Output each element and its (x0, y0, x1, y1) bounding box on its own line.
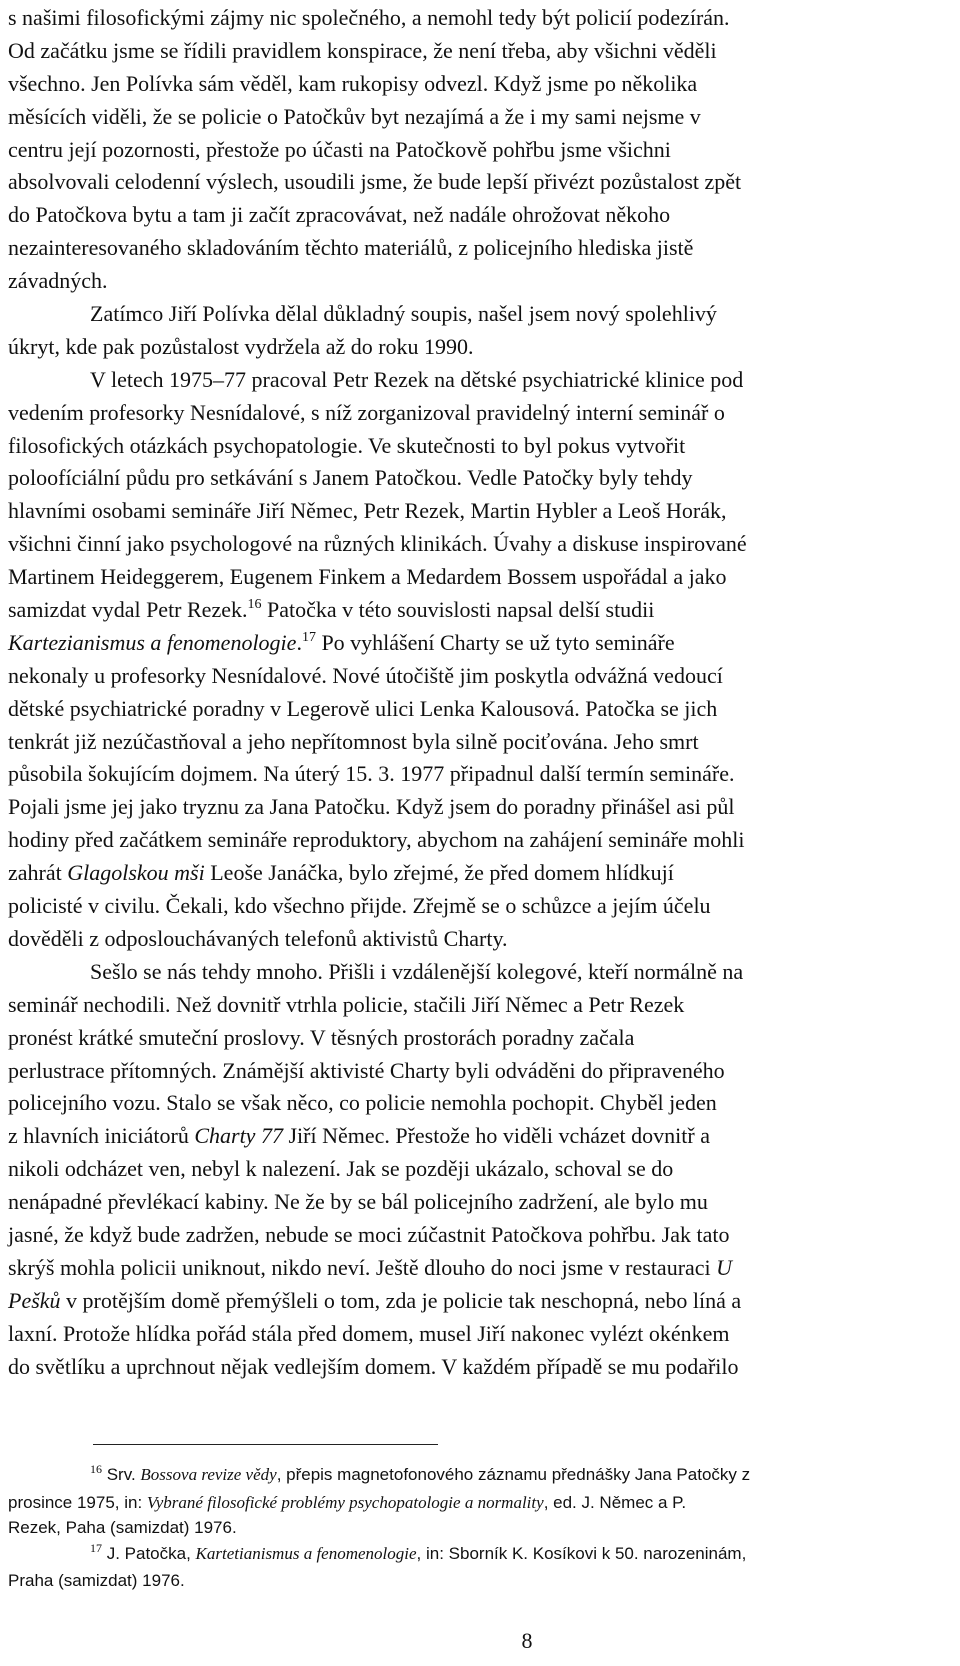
text-line: tenkrát již nezúčastňoval a jeho nepřítomnost byla silně pociťována. Jeho smrt (8, 728, 699, 754)
footnote-text: prosince 1975, in: (8, 1492, 147, 1512)
text-segment: Patočka v této souvislosti napsal delší studii (261, 597, 655, 623)
footnote-title: Bossova revize vědy (140, 1465, 277, 1484)
text-line: centru její pozornosti, přestože po účasti na Patočkově pohřbu jsme všichni (8, 136, 671, 162)
text-line: Sešlo se nás tehdy mnoho. Přišli i vzdálenější kolegové, kteří normálně na (90, 958, 744, 984)
text-line: s našimi filosofickými zájmy nic společného, a nemohl tedy být policií podezírán. (8, 5, 730, 30)
text-line: policejního vozu. Stalo se však něco, co policie nemohla pochopit. Chyběl jeden (8, 1090, 717, 1116)
footnote-ref-16[interactable]: 16 (247, 597, 262, 613)
main-text (8, 2, 954, 1383)
text-line: nezainteresovaného skladováním těchto materiálů, z policejního hlediska jistě (8, 235, 694, 261)
charter-name: Charty 77 (194, 1123, 283, 1149)
text-segment: Jiří Němec. Přestože ho viděli vcházet dovnitř a (282, 1123, 710, 1149)
footnote-16-cont (8, 1515, 954, 1541)
text-line: hlavními osobami semináře Jiří Němec, Petr Rezek, Martin Hybler a Leoš Horák, (8, 498, 727, 524)
text-line (8, 627, 954, 660)
footnote-text: , in: Sborník K. Kosíkovi k 50. narozeninám, (416, 1543, 747, 1563)
footnote-ref-17[interactable]: 17 (301, 629, 316, 645)
text-line (8, 1252, 954, 1285)
text-line: dověděli z odposlouchávaných telefonů aktivistů Charty. (8, 925, 508, 951)
text-line: všechno. Jen Polívka sám věděl, kam rukopisy odvezl. Když jsme po několika (8, 70, 698, 96)
footnote-text: , ed. J. Němec a P. (543, 1492, 687, 1512)
text-segment: Po vyhlášení Charty se už tyto semináře (315, 629, 675, 655)
book-title: Kartezianismus a fenomenologie (8, 629, 297, 655)
text-line: laxní. Protože hlídka pořád stála před domem, musel Jiří nakonec vylézt okénkem (8, 1320, 730, 1346)
text-line: Od začátku jsme se řídili pravidlem konspirace, že není třeba, aby všichni věděli (8, 37, 717, 63)
text-segment: v protějším domě přemýšleli o tom, zda je policie tak neschopná, nebo líná a (60, 1287, 742, 1313)
text-segment: . (296, 629, 302, 655)
text-line: Zatímco Jiří Polívka dělal důkladný soupis, našel jsem nový spolehlivý (90, 301, 717, 327)
footnote-title: Vybrané filosofické problémy psychopatologie a normality (146, 1492, 544, 1512)
text-segment: samizdat vydal Petr Rezek. (8, 597, 248, 623)
text-segment: skrýš mohla policii uniknout, nikdo neví. Ještě dlouho do noci jsme v restauraci (8, 1254, 717, 1280)
text-line: vedením profesorky Nesnídalové, s níž zorganizoval pravidelný interní seminář o (8, 399, 725, 425)
text-line (8, 857, 954, 890)
text-line: měsících viděli, že se policie o Patočkův byt nezajímá a že i my sami nejsme v (8, 103, 701, 129)
footnotes (8, 1462, 954, 1594)
text-segment: Leoše Janáčka, bylo zřejmé, že před domem hlídkují (204, 860, 674, 886)
text-line: seminář nechodili. Než dovnitř vtrhla policie, stačili Jiří Němec a Petr Rezek (8, 991, 685, 1017)
text-line: hodiny před začátkem semináře reproduktory, abychom na zahájení semináře mohli (8, 827, 745, 853)
footnote-text: Rezek, Paha (samizdat) 1976. (8, 1518, 237, 1537)
footnote-17-cont (8, 1568, 954, 1594)
footnote-text: Srv. (102, 1465, 141, 1484)
music-title: Glagolskou mši (67, 860, 205, 886)
text-line: úkryt, kde pak pozůstalost vydržela až do roku 1990. (8, 333, 474, 359)
footnote-number: 17 (90, 1540, 102, 1555)
text-segment: zahrát (8, 860, 68, 886)
text-line: nenápadné převlékací kabiny. Ne že by se bál policejního zadržení, ale bylo mu (8, 1189, 708, 1215)
text-line: nekonaly u profesorky Nesnídalové. Nové útočiště jim poskytla odvážná vedoucí (8, 662, 723, 688)
text-line (8, 1120, 954, 1153)
footnote-title: Kartetianismus a fenomenologie (195, 1543, 417, 1563)
text-line: Martinem Heideggerem, Eugenem Finkem a Medardem Bossem uspořádal a jako (8, 564, 727, 590)
text-line: poloofíciální půdu pro setkávání s Janem Patočkou. Vedle Patočky byly tehdy (8, 465, 693, 491)
text-line: jasné, že když bude zadržen, nebude se moci zúčastnit Patočkova pohřbu. Jak tato (8, 1221, 730, 1247)
page-number: 8 (521, 1628, 533, 1653)
text-line: policisté v civilu. Čekali, kdo všechno přijde. Zřejmě se o schůzce a jejím účelu (8, 893, 711, 919)
text-line: působila šokujícím dojmem. Na úterý 15. 3. 1977 připadnul další termín semináře. (8, 761, 735, 787)
footnote-16-cont (8, 1490, 954, 1516)
restaurant-name: Pešků (8, 1287, 61, 1313)
text-line: absolvovali celodenní výslech, usoudili jsme, že bude lepší přivézt pozůstalost zpět (8, 169, 742, 195)
text-line: nikoli odcházet ven, nebyl k nalezení. Jak se později ukázalo, schoval se do (8, 1156, 674, 1182)
footnote-number: 16 (90, 1462, 102, 1476)
text-line (8, 1285, 954, 1318)
text-line: Pojali jsme jej jako tryznu za Jana Patočku. Když jsem do poradny přinášel asi půl (8, 794, 735, 820)
footnote-16 (8, 1462, 954, 1490)
text-line: pronést krátké smuteční proslovy. V těsných prostorách poradny začala (8, 1024, 635, 1050)
text-line: filosofických otázkách psychopatologie. Ve skutečnosti to byl pokus vytvořit (8, 432, 686, 458)
text-line: dětské psychiatrické poradny v Legerově ulici Lenka Kalousová. Patočka se jich (8, 695, 718, 721)
text-line: závadných. (8, 268, 108, 294)
text-segment: z hlavních iniciátorů (8, 1123, 195, 1149)
footnote-text: Praha (samizdat) 1976. (8, 1571, 185, 1590)
footnote-text: J. Patočka, (102, 1543, 196, 1563)
restaurant-name: U (716, 1254, 733, 1280)
footnote-17 (8, 1541, 954, 1569)
text-line: perlustrace přítomných. Známější aktivisté Charty byli odváděni do připraveného (8, 1057, 725, 1083)
text-line: všichni činní jako psychologové na různých klinikách. Úvahy a diskuse inspirované (8, 531, 747, 557)
text-line: V letech 1975–77 pracoval Petr Rezek na dětské psychiatrické klinice pod (90, 366, 744, 392)
footnote-text: , přepis magnetofonového záznamu přednášky Jana Patočky z (276, 1465, 751, 1484)
text-line: do Patočkova bytu a tam ji začít zpracovávat, než nadále ohrožovat někoho (8, 202, 671, 228)
text-line (8, 594, 954, 627)
footnote-divider (93, 1444, 438, 1445)
text-line: do světlíku a uprchnout nějak vedlejším domem. V každém případě se mu podařilo (8, 1353, 739, 1379)
